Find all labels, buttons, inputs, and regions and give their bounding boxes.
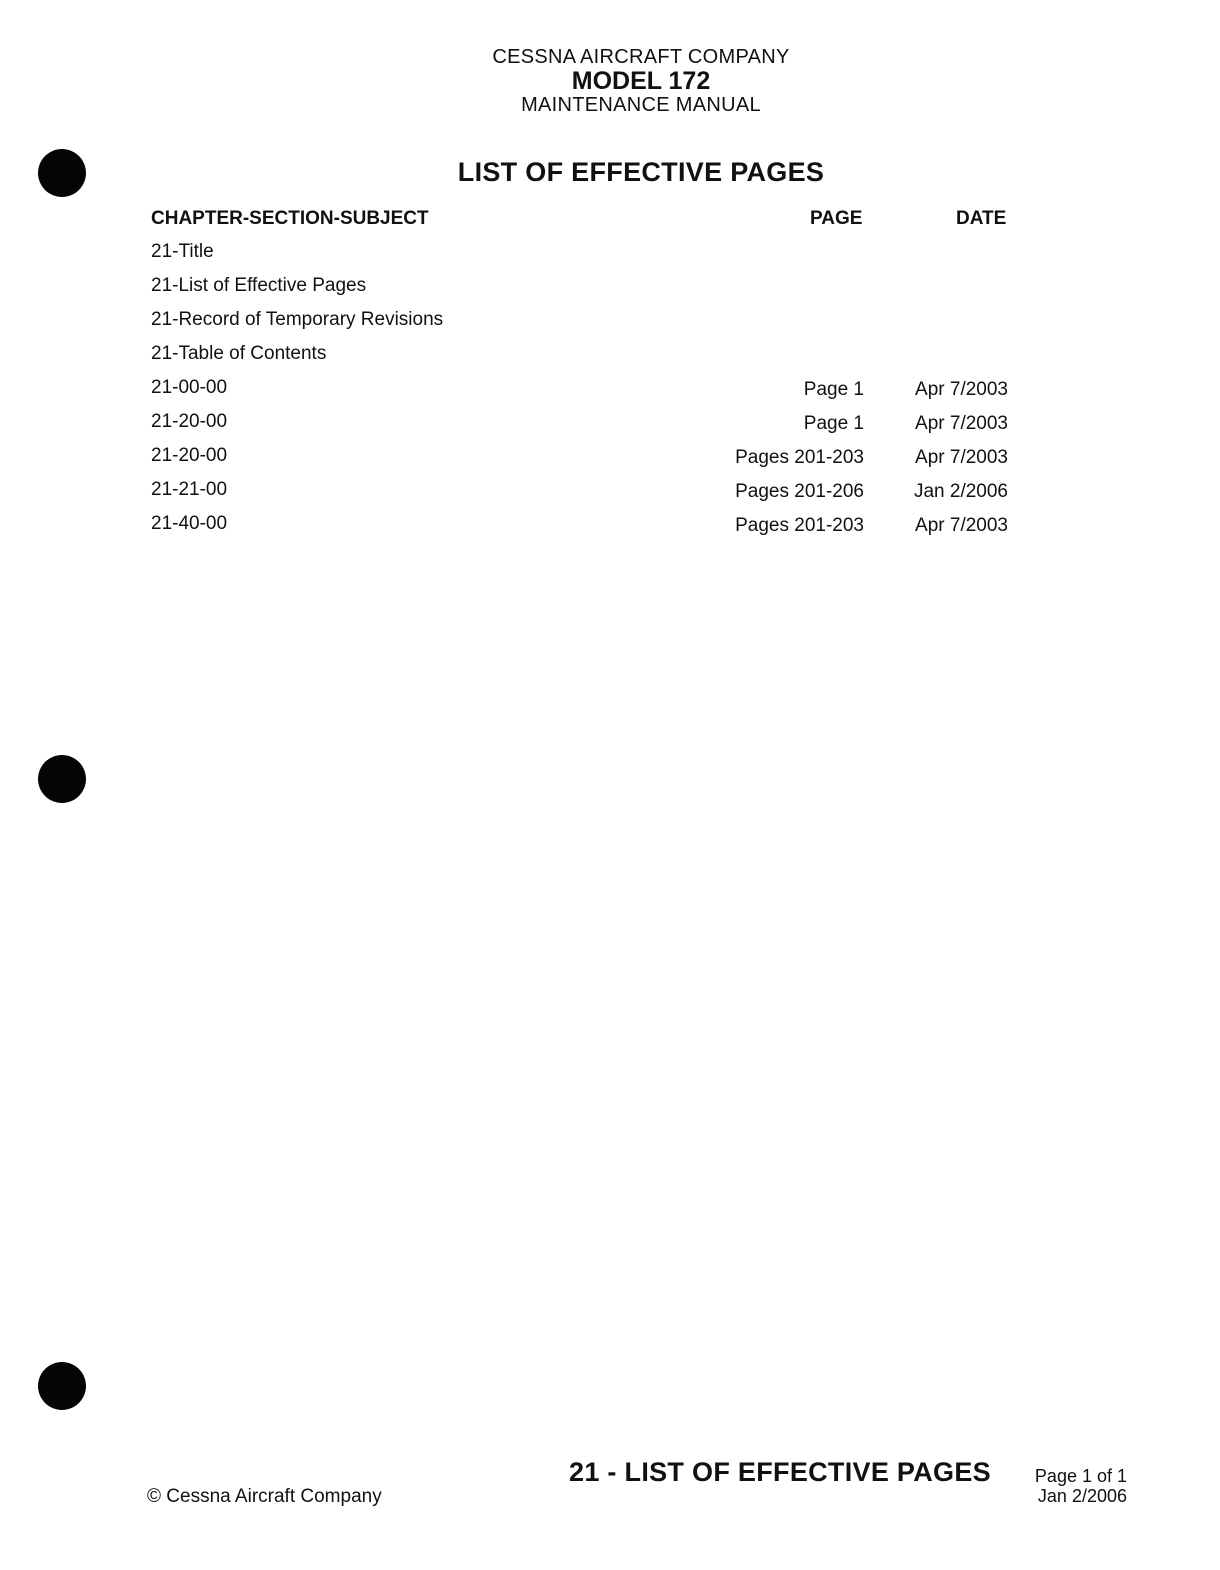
page-title: LIST OF EFFECTIVE PAGES: [457, 157, 825, 187]
table-row: [0, 272, 1220, 306]
row-date: Apr 7/2003: [915, 379, 1008, 400]
document-header: [0, 46, 1220, 116]
row-subject: 21-20-00: [151, 445, 228, 466]
binder-punch-hole-bottom: [38, 1362, 86, 1410]
row-subject: 21-Record of Temporary Revisions: [151, 309, 444, 330]
column-header-date: DATE: [956, 208, 1007, 229]
footer-revision-date: Jan 2/2006: [1037, 1486, 1127, 1506]
row-subject: 21-21-00: [151, 479, 228, 500]
footer-section-title: 21 - LIST OF EFFECTIVE PAGES: [569, 1457, 991, 1487]
manual-name: MAINTENANCE MANUAL: [521, 94, 761, 116]
binder-punch-hole-middle: [38, 755, 86, 803]
copyright-notice: © Cessna Aircraft Company: [147, 1486, 382, 1507]
row-page: Pages 201-203: [735, 447, 864, 468]
row-subject: 21-Table of Contents: [151, 343, 327, 364]
footer-page-info: [1000, 1466, 1127, 1506]
row-page: Pages 201-203: [735, 515, 864, 536]
column-header-page: PAGE: [810, 208, 863, 229]
row-date: Apr 7/2003: [915, 447, 1008, 468]
table-row: [0, 238, 1220, 272]
footer-page-number: Page 1 of 1: [1034, 1466, 1127, 1486]
row-subject: 21-00-00: [151, 377, 228, 398]
column-header-subject: CHAPTER-SECTION-SUBJECT: [151, 208, 429, 229]
effective-pages-table: [0, 238, 1220, 544]
row-subject: 21-20-00: [151, 411, 228, 432]
table-row: [0, 442, 1220, 476]
table-row: [0, 340, 1220, 374]
table-row: [0, 476, 1220, 510]
row-date: Apr 7/2003: [915, 413, 1008, 434]
table-row: [0, 408, 1220, 442]
table-row: [0, 510, 1220, 544]
row-subject: 21-40-00: [151, 513, 228, 534]
table-row: [0, 374, 1220, 408]
row-page: Page 1: [803, 379, 864, 400]
row-subject: 21-Title: [151, 241, 214, 262]
row-date: Apr 7/2003: [915, 515, 1008, 536]
row-subject: 21-List of Effective Pages: [151, 275, 367, 296]
model-name: MODEL 172: [571, 67, 711, 95]
company-name: CESSNA AIRCRAFT COMPANY: [492, 46, 790, 68]
row-page: Pages 201-206: [735, 481, 864, 502]
table-row: [0, 306, 1220, 340]
row-date: Jan 2/2006: [913, 481, 1008, 502]
row-page: Page 1: [803, 413, 864, 434]
